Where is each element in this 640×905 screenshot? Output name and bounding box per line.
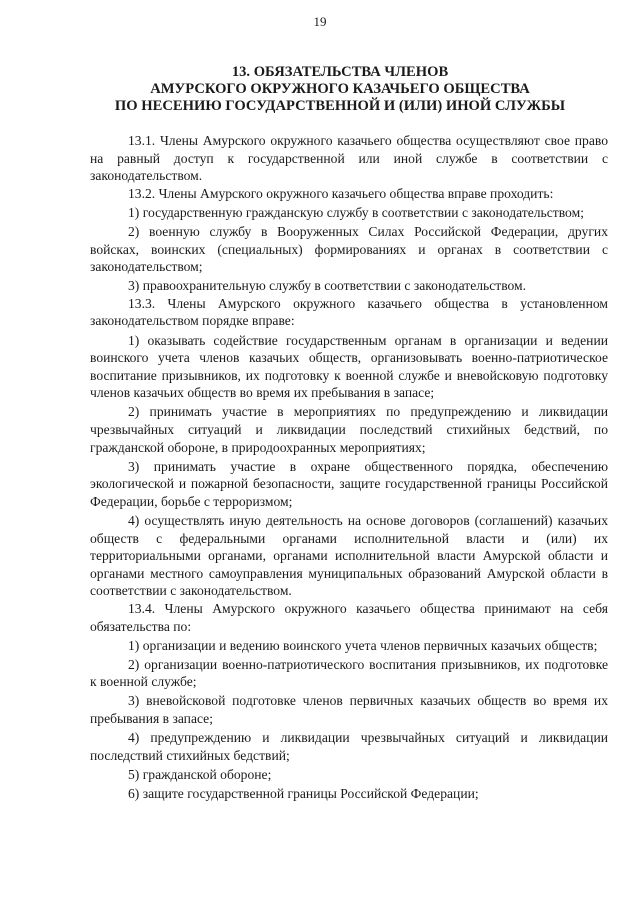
paragraph-13-1: 13.1. Члены Амурского окружного казачьего общества осуществляют свое право на равный доступ к государственной или иной службе в соответствии с законодательством.	[90, 133, 608, 184]
page-number: 19	[313, 14, 327, 29]
paragraph-13-2: 13.2. Члены Амурского окружного казачьего общества вправе проходить:	[128, 185, 554, 201]
list-item: 2) организации военно-патриотического воспитания призывников, их подготовке к военной службе;	[90, 656, 608, 690]
paragraph-13-3: 13.3. Члены Амурского окружного казачьего общества в установленном законодательством порядке вправе:	[90, 295, 608, 329]
list-item: 1) организации и ведению воинского учета членов первичных казачьих обществ;	[128, 637, 598, 653]
list-item: 2) принимать участие в мероприятиях по предупреждению и ликвидации чрезвычайных ситуаций и ликвидации последствий стихийных бедствий, по гражданской обороне, в природоохранных мероприятиях;	[90, 404, 608, 455]
paragraph-13-4: 13.4. Члены Амурского окружного казачьего общества принимают на себя обязательства по:	[90, 600, 608, 634]
list-item: 3) правоохранительную службу в соответствии с законодательством.	[128, 278, 527, 294]
list-item: 3) вневойсковой подготовке членов первичных казачьих обществ во время их пребывания в запасе;	[90, 693, 608, 726]
list-item: 3) принимать участие в охране общественного порядка, обеспечению экологической и пожарной безопасности, защите государственной границы Российской Федерации, борьбе с терроризмом;	[90, 458, 608, 509]
heading-line-1: 13. ОБЯЗАТЕЛЬСТВА ЧЛЕНОВ	[231, 64, 449, 80]
heading-line-2: АМУРСКОГО ОКРУЖНОГО КАЗАЧЬЕГО ОБЩЕСТВА	[150, 81, 530, 97]
list-item: 4) предупреждению и ликвидации чрезвычайных ситуаций и ликвидации последствий стихийных бедствий;	[90, 730, 608, 763]
section-body	[90, 132, 608, 802]
list-item: 1) оказывать содействие государственным органам в организации и ведении воинского учета членов казачьих обществ, организовывать военно-патриотическое воспитание призывников, их подготовку к военной службе и вневойсковую подготовку членов казачьих обществ во время их пребывания в запасе;	[90, 332, 608, 401]
list-item: 2) военную службу в Вооруженных Силах Российской Федерации, других войсках, воинских (специальных) формированиях и органах в соответствии с законодательством;	[90, 223, 608, 275]
list-item: 4) осуществлять иную деятельность на основе договоров (соглашений) казачьих обществ с федеральными органами исполнительной власти и (или) их территориальными органами, органами исполнительной власти Амурской области и органами местного самоуправления муниципальных образований Амурской области в соответствии с законодательством.	[90, 512, 608, 599]
list-item: 6) защите государственной границы Российской Федерации;	[128, 785, 479, 801]
list-item: 5) гражданской обороне;	[128, 766, 272, 782]
heading-line-3: ПО НЕСЕНИЮ ГОСУДАРСТВЕННОЙ И (ИЛИ) ИНОЙ СЛУЖБЫ	[114, 98, 566, 114]
section-heading	[60, 64, 620, 115]
list-item: 1) государственную гражданскую службу в соответствии с законодательством;	[128, 204, 584, 220]
